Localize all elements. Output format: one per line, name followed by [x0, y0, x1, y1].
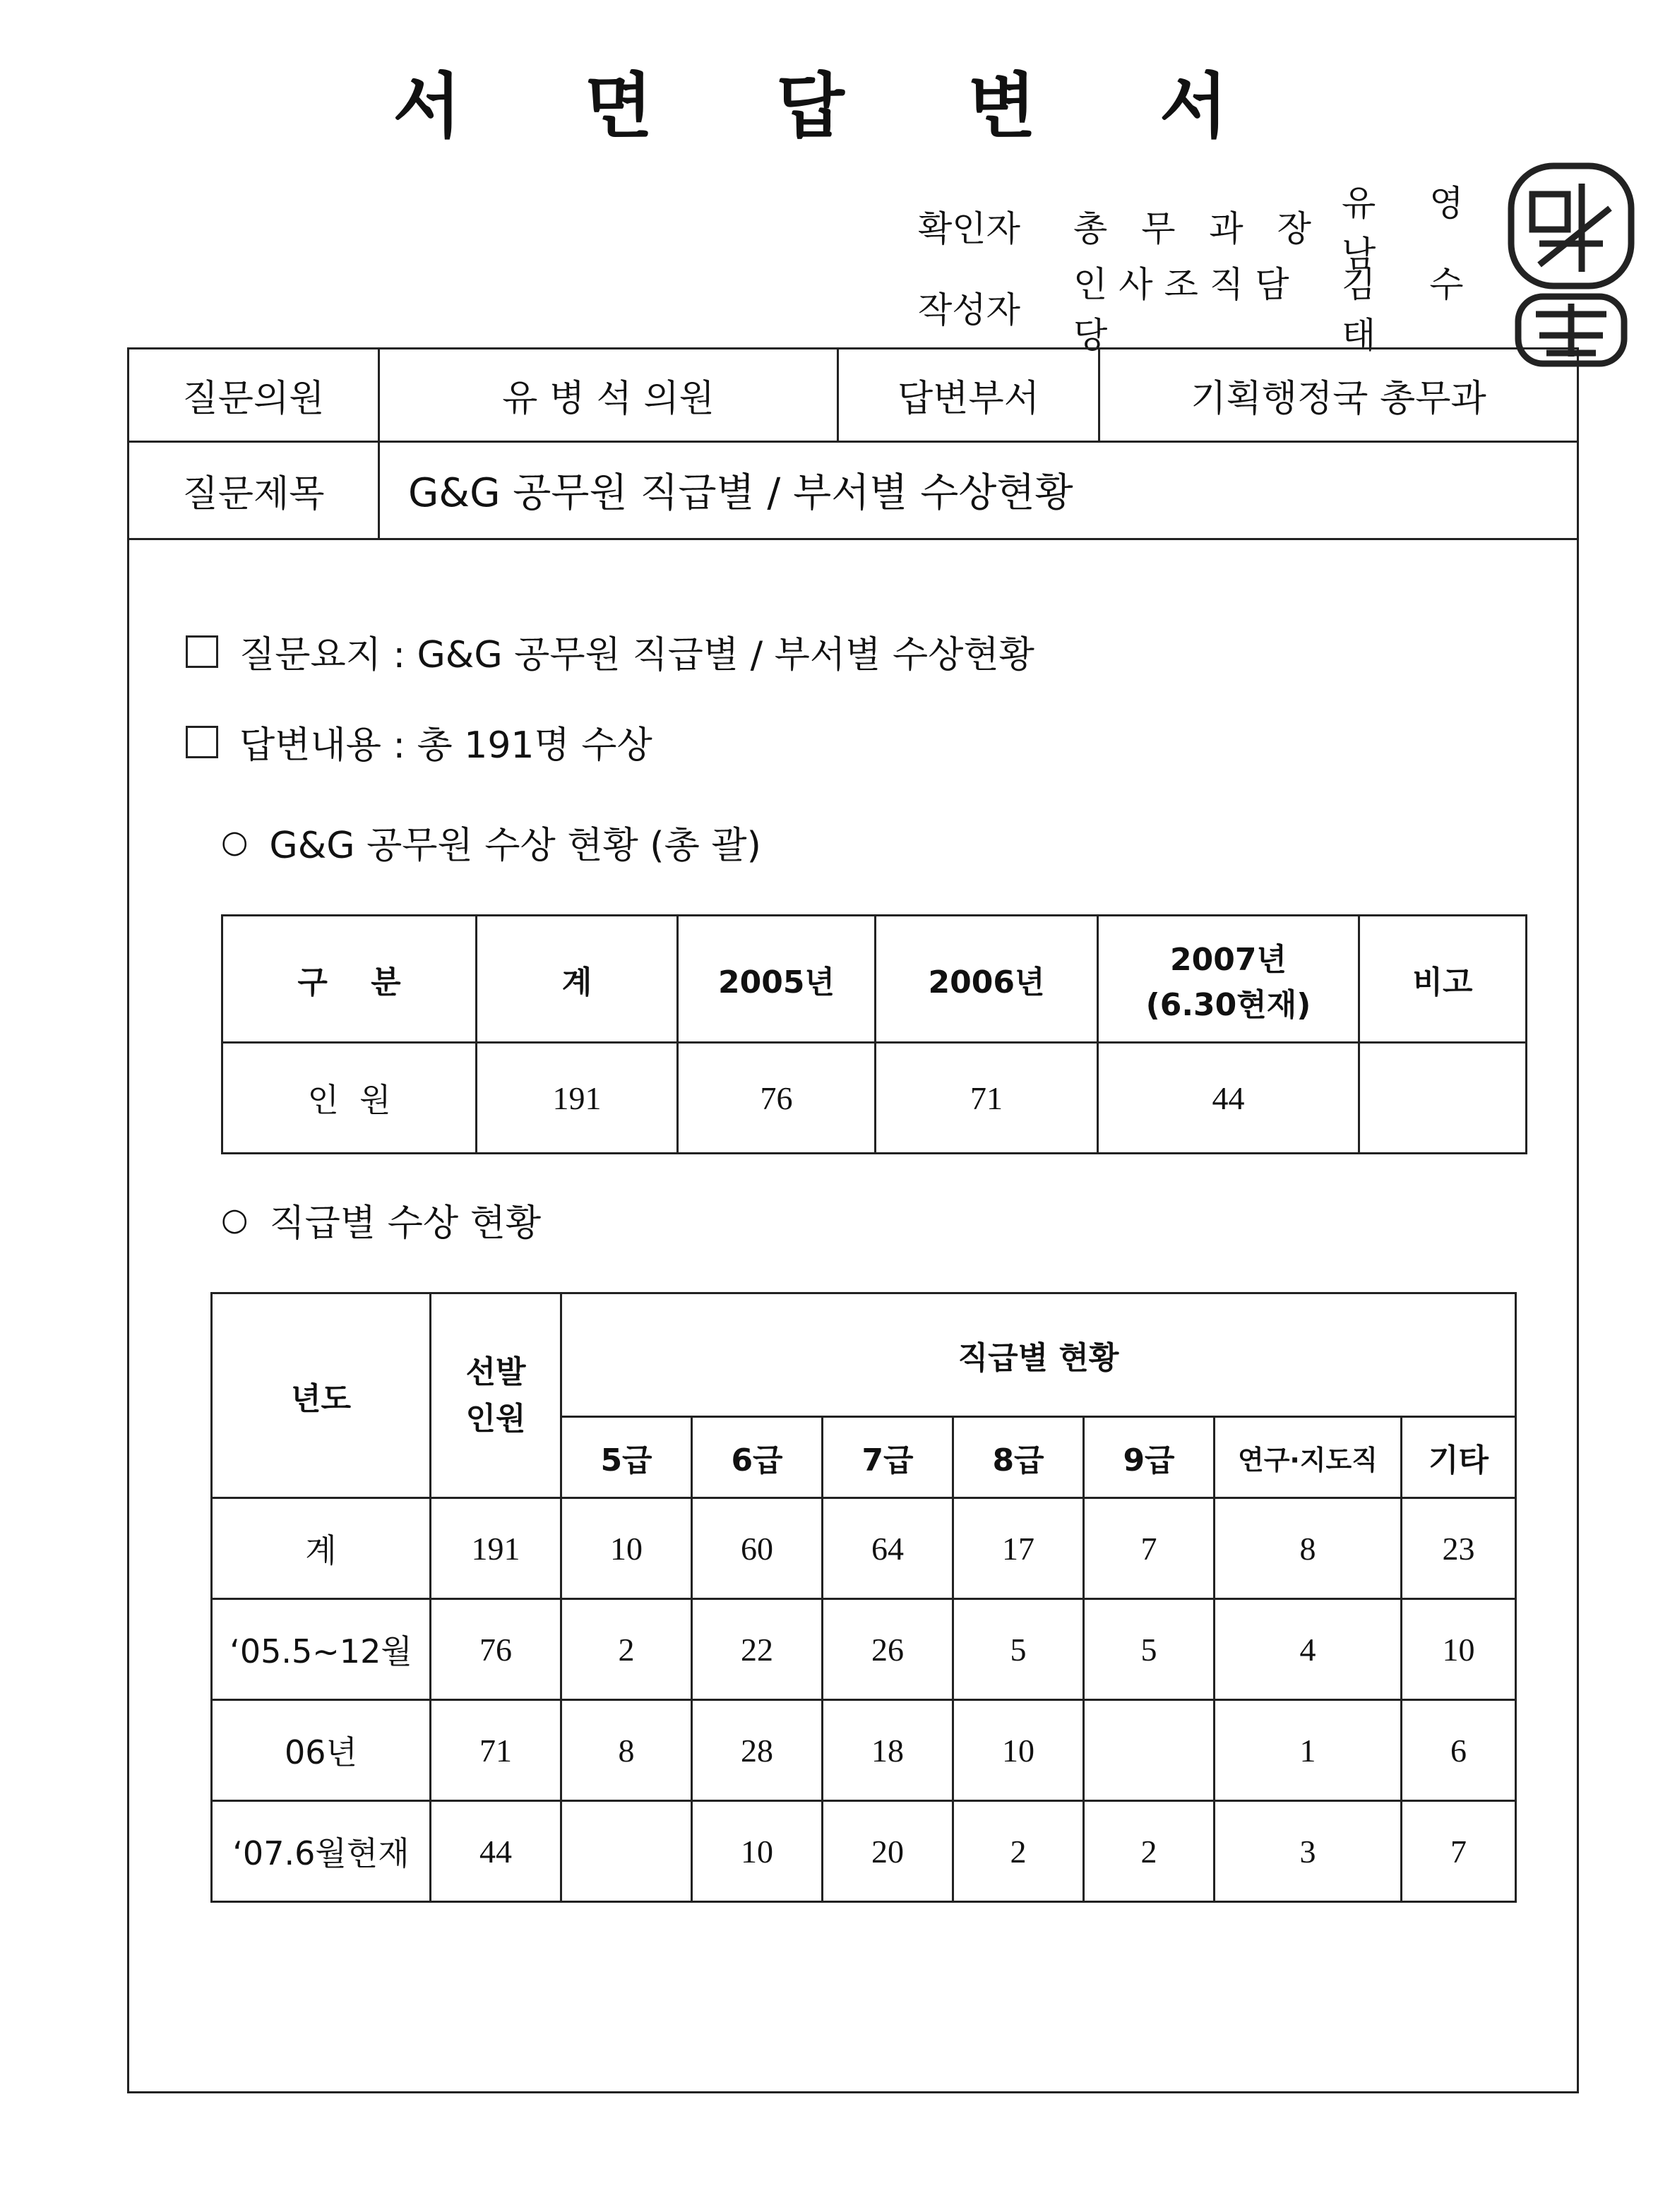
cell: 6: [1402, 1700, 1516, 1801]
checkbox-icon: [186, 635, 218, 668]
grade-header: 연구·지도직: [1215, 1417, 1402, 1498]
row-label: ‘05.5~12월: [212, 1599, 431, 1700]
dept-label: 답변부서: [838, 349, 1099, 441]
confirmer-position: 총 무 과 장: [1073, 208, 1323, 249]
checkbox-icon: [186, 726, 218, 758]
cell: 3: [1215, 1801, 1402, 1902]
row-label: 06년: [212, 1700, 431, 1801]
grade-header: 7급: [823, 1417, 953, 1498]
cell: 191: [431, 1498, 561, 1599]
subject: G&G 공무원 직급별 / 부서별 수상현황: [379, 441, 1577, 539]
section2-title: 직급별 수상 현황: [269, 1202, 542, 1245]
cell: 10: [953, 1700, 1084, 1801]
question-summary-text: 질문요지 : G&G 공무원 직급별 / 부서별 수상현황: [239, 634, 1034, 676]
grade-header-selected: 선발 인원: [431, 1293, 561, 1498]
cell: 2: [1084, 1801, 1215, 1902]
cell: 10: [561, 1498, 692, 1599]
summary-header: 2005년: [678, 916, 876, 1043]
row-label: ‘07.6월현재: [212, 1801, 431, 1902]
cell: 18: [823, 1700, 953, 1801]
row-label: 계: [212, 1498, 431, 1599]
section1-title: G&G 공무원 수상 현황 (총 괄): [269, 825, 761, 867]
author-name: 김 수 태: [1342, 264, 1485, 356]
cell: 22: [692, 1599, 823, 1700]
summary-cell: 인 원: [222, 1043, 477, 1154]
cell: 8: [561, 1700, 692, 1801]
header-table: [129, 349, 1577, 540]
summary-header: 비고: [1359, 916, 1527, 1043]
grade-header-group: 직급별 현황: [561, 1293, 1516, 1417]
table-row: [212, 1498, 1516, 1599]
seal-stamp: [1497, 152, 1645, 378]
section1-heading: [221, 815, 761, 868]
summary-header: 2006년: [876, 916, 1098, 1043]
grade-header: 8급: [953, 1417, 1084, 1498]
author-position: 인사조직담당: [1073, 264, 1301, 356]
table-row: [212, 1801, 1516, 1902]
subject-label: 질문제목: [129, 441, 379, 539]
cell: 10: [1402, 1599, 1516, 1700]
cell: 5: [953, 1599, 1084, 1700]
author-row: [918, 264, 1525, 356]
cell: 71: [431, 1700, 561, 1801]
summary-table: [221, 914, 1527, 1154]
cell: 2: [561, 1599, 692, 1700]
circle-bullet-icon: ○: [221, 824, 249, 860]
cell: 7: [1084, 1498, 1215, 1599]
cell: 20: [823, 1801, 953, 1902]
cell: 64: [823, 1498, 953, 1599]
cell: 44: [431, 1801, 561, 1902]
grade-header: 5급: [561, 1417, 692, 1498]
cell: 26: [823, 1599, 953, 1700]
cell: 28: [692, 1700, 823, 1801]
confirmer-row: [918, 183, 1525, 275]
questioner-label: 질문의원: [129, 349, 379, 441]
answer-summary-text: 답변내용 : 총 191명 수상: [239, 724, 652, 767]
answer-summary: [186, 715, 652, 768]
summary-cell: 76: [678, 1043, 876, 1154]
cell: 17: [953, 1498, 1084, 1599]
summary-cell: 44: [1098, 1043, 1359, 1154]
cell: 5: [1084, 1599, 1215, 1700]
cell: 4: [1215, 1599, 1402, 1700]
summary-header: 구 분: [222, 916, 477, 1043]
summary-header: 2007년 (6.30현재): [1098, 916, 1359, 1043]
grade-header: 기타: [1402, 1417, 1516, 1498]
cell: 8: [1215, 1498, 1402, 1599]
cell: 23: [1402, 1498, 1516, 1599]
table-row: [212, 1599, 1516, 1700]
cell: 60: [692, 1498, 823, 1599]
grade-table: [210, 1292, 1517, 1903]
questioner: 유 병 석 의원: [379, 349, 838, 441]
cell: 7: [1402, 1801, 1516, 1902]
author-label: 작성자: [918, 289, 1020, 330]
dept: 기획행정국 총무과: [1099, 349, 1577, 441]
question-summary: [186, 625, 1034, 678]
cell: 10: [692, 1801, 823, 1902]
cell: 1: [1215, 1700, 1402, 1801]
cell: [1084, 1700, 1215, 1801]
answer-frame: [127, 347, 1579, 2093]
grade-header: 9급: [1084, 1417, 1215, 1498]
document-title: 서 면 답 변 서: [393, 64, 1277, 148]
circle-bullet-icon: ○: [221, 1202, 249, 1238]
confirmer-name: 유 영 남: [1342, 183, 1485, 275]
summary-cell: 71: [876, 1043, 1098, 1154]
cell: [561, 1801, 692, 1902]
cell: 76: [431, 1599, 561, 1700]
summary-cell: 191: [477, 1043, 678, 1154]
cell: 2: [953, 1801, 1084, 1902]
section2-heading: [221, 1193, 541, 1246]
grade-header: 6급: [692, 1417, 823, 1498]
grade-header-year: 년도: [212, 1293, 431, 1498]
summary-cell: [1359, 1043, 1527, 1154]
summary-header: 계: [477, 916, 678, 1043]
table-row: [212, 1700, 1516, 1801]
confirmer-label: 확인자: [918, 208, 1020, 249]
